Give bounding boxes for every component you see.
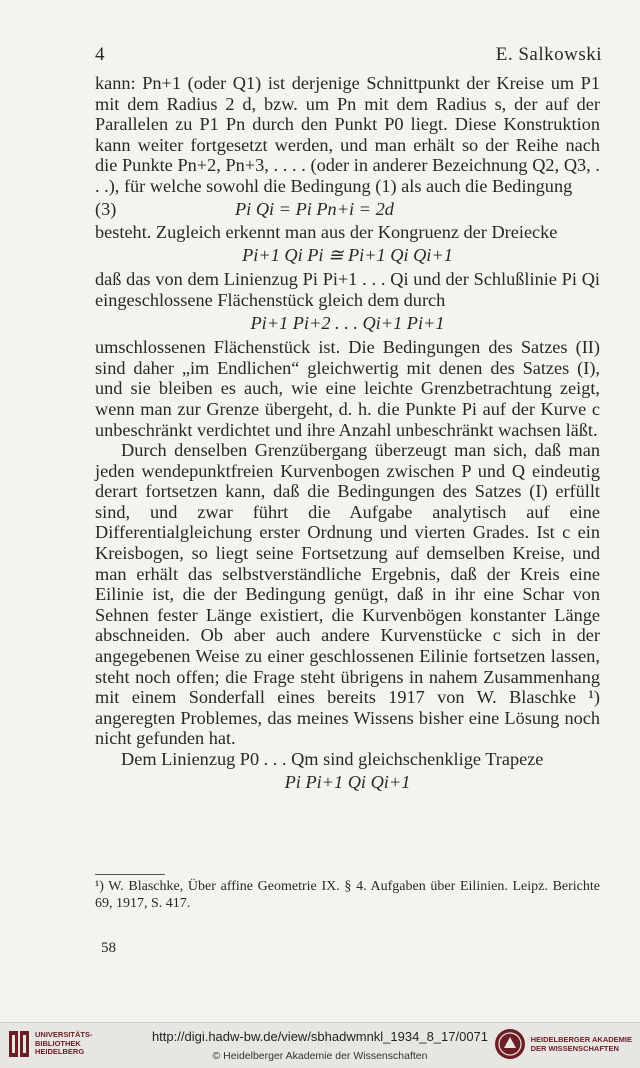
paragraph-2: besteht. Zugleich erkennt man aus der Kongruenz der Dreiecke (95, 222, 558, 243)
equation-expression: Pi Qi = Pi Pn+i = 2d (235, 198, 394, 219)
copyright-notice: © Heidelberger Akademie der Wissenschaften (212, 1050, 428, 1062)
university-library-name: UNIVERSITÄTS- BIBLIOTHEK HEIDELBERG (35, 1030, 93, 1057)
footnote: ¹) W. Blaschke, Über affine Geometrie IX. § 4. Aufgaben über Eilinien. Leipz. Berichte 69, 1917, S. 417. (95, 879, 600, 911)
paragraph-1: kann: Pn+1 (oder Q1) ist derjenige Schnittpunkt der Kreise um P1 mit dem Radius 2 d, bzw. um Pn mit dem Radius s, der auf der Parallelen zu P1 Pn durch den Punkt P0 liegt. Diese Konstruktion kann weiter fortgesetzt werden, und man erhält so der Reihe nach die Punkte Pn+2, Pn+3, . . . . (oder in anderer Bezeichnung Q2, Q3, . . .), für welche sowohl die Bedingung (1) als auch die Bedingung (95, 73, 600, 196)
polygon-equation: Pi+1 Pi+2 . . . Qi+1 Pi+1 (250, 312, 445, 333)
academy-seal-icon (494, 1028, 526, 1060)
congruence-equation: Pi+1 Qi Pi ≅ Pi+1 Qi Qi+1 (242, 244, 453, 265)
body-text (95, 73, 600, 796)
academy-name: HEIDELBERGER AKADEMIE DER WISSENSCHAFTEN (530, 1035, 632, 1053)
paragraph-5: Durch denselben Grenzübergang überzeugt man sich, daß man jeden wendepunktfreien Kurvenbogen zwischen P und Q eindeutig derart fortsetzen kann, daß die Bedingungen des Satzes (I) erfüllt sind, und zwar führt die Aufgabe analytisch auf eine Differentialgleichung erster Ordnung und vierten Grades. Ist c ein Kreisbogen, so liegt seine Fortsetzung auf demselben Kreise, und man erhält das selbstverständliche Ergebnis, daß der Kreis eine Eilinie ist, die der Bedingung genügt, daß in ihr eine Schar von Sehnen fester Länge existiert, die Kurvenbögen konstanter Länge abschneiden. Ob aber auch andere Kurvenstücke c sich in der angegebenen Weise zu einer geschlossenen Eilinie fortsetzen lassen, steht noch offen; die Frage steht übrigens in nahem Zusammenhang mit einem Sonderfall eines bereits 1917 von W. Blaschke ¹) angeregten Problemes, das meines Wissens bisher eine Lösung noch nicht gefunden hat. (95, 440, 600, 749)
library-footer-bar (0, 1022, 640, 1068)
permalink-url[interactable]: http://digi.hadw-bw.de/view/sbhadwmnkl_1934_8_17/0071 (151, 1029, 489, 1044)
equation-3 (95, 199, 600, 220)
academy-logo[interactable] (494, 1028, 632, 1060)
footnote-rule (95, 874, 165, 875)
equation-label: (3) (95, 198, 117, 219)
paragraph-4: umschlossenen Flächenstück ist. Die Bedingungen des Satzes (II) sind daher „im Endlichen“ gleichwertig mit denen des Satzes (I), und sie bleiben es auch, wie eine leichte Grenzbetrachtung zeigt, wenn man zur Grenze übergeht, d. h. die Punkte Pi auf der Kurve c unbeschränkt verdichtet und ihre Anzahl unbeschränkt wachsen läßt. (95, 337, 600, 440)
header-author: E. Salkowski (495, 44, 602, 65)
trapezoid-equation: Pi Pi+1 Qi Qi+1 (284, 771, 411, 792)
header-page-number: 4 (95, 44, 105, 65)
paragraph-6: Dem Linienzug P0 . . . Qm sind gleichschenklige Trapeze (121, 749, 544, 769)
footer-page-number: 58 (101, 940, 116, 956)
running-header (95, 44, 602, 68)
paragraph-3: daß das von dem Linienzug Pi Pi+1 . . . Qi und der Schlußlinie Pi Qi eingeschlossene Flächenstück gleich dem durch (95, 269, 600, 310)
